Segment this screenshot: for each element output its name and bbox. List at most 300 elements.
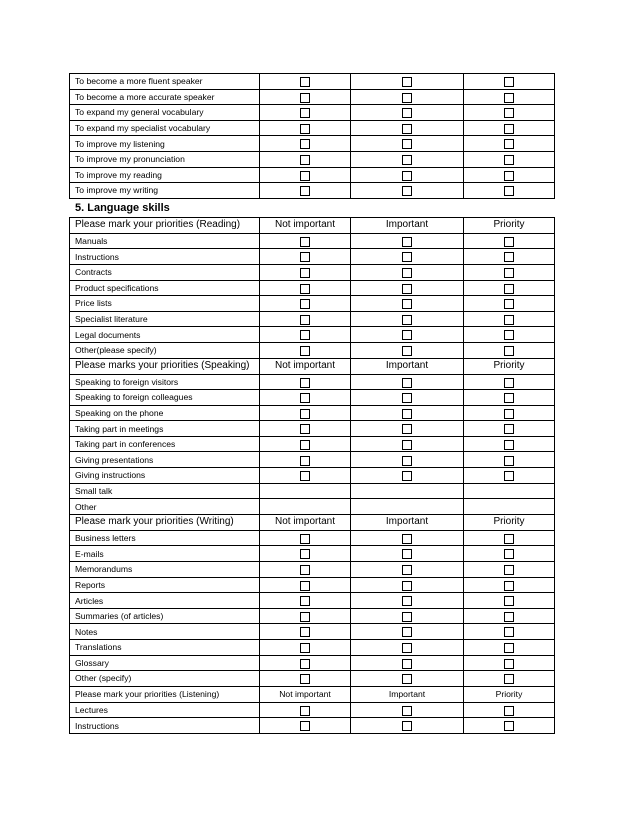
group-header: Please mark your priorities (Listening) — [70, 686, 260, 702]
important-checkbox[interactable] — [402, 155, 412, 165]
row-label: To improve my writing — [70, 183, 260, 199]
not-important-cell — [260, 702, 351, 718]
row-label: To expand my specialist vocabulary — [70, 120, 260, 136]
not-important-checkbox[interactable] — [300, 409, 310, 419]
important-cell — [351, 608, 464, 624]
not-important-checkbox[interactable] — [300, 268, 310, 278]
not-important-checkbox[interactable] — [300, 456, 310, 466]
not-important-cell — [260, 233, 351, 249]
row-label: Specialist literature — [70, 311, 260, 327]
row-label: Product specifications — [70, 280, 260, 296]
important-checkbox[interactable] — [402, 424, 412, 434]
important-checkbox[interactable] — [402, 706, 412, 716]
important-cell — [351, 452, 464, 468]
priority-cell — [464, 264, 555, 280]
not-important-cell — [260, 327, 351, 343]
table-row — [70, 342, 555, 358]
important-cell — [351, 624, 464, 640]
priority-cell — [464, 74, 555, 90]
table-row — [70, 296, 555, 312]
not-important-cell — [260, 546, 351, 562]
table-row — [70, 311, 555, 327]
priority-cell — [464, 120, 555, 136]
not-important-cell — [260, 374, 351, 390]
column-header-not-important: Not important — [260, 514, 351, 530]
row-label: Notes — [70, 624, 260, 640]
priority-checkbox[interactable] — [504, 534, 514, 544]
important-checkbox[interactable] — [402, 440, 412, 450]
priority-cell — [464, 327, 555, 343]
row-label: Business letters — [70, 530, 260, 546]
priority-cell — [464, 311, 555, 327]
table-row — [70, 421, 555, 437]
important-cell — [351, 577, 464, 593]
not-important-checkbox[interactable] — [300, 424, 310, 434]
row-label: Lectures — [70, 702, 260, 718]
priority-checkbox[interactable] — [504, 440, 514, 450]
table-row — [70, 280, 555, 296]
important-cell — [351, 327, 464, 343]
important-checkbox[interactable] — [402, 565, 412, 575]
priority-checkbox[interactable] — [504, 643, 514, 653]
not-important-cell — [260, 390, 351, 406]
priority-checkbox[interactable] — [504, 155, 514, 165]
important-cell — [351, 655, 464, 671]
not-important-cell — [260, 593, 351, 609]
priority-cell — [464, 562, 555, 578]
important-checkbox[interactable] — [402, 643, 412, 653]
group-header-row — [70, 514, 555, 530]
table-row — [70, 655, 555, 671]
not-important-cell — [260, 183, 351, 199]
goals-table — [69, 73, 555, 199]
priority-cell — [464, 718, 555, 734]
table-row — [70, 74, 555, 90]
important-checkbox[interactable] — [402, 252, 412, 262]
row-label: Contracts — [70, 264, 260, 280]
priority-checkbox[interactable] — [504, 627, 514, 637]
row-label: E-mails — [70, 546, 260, 562]
empty-cell[interactable] — [260, 499, 351, 515]
row-label: Reports — [70, 577, 260, 593]
column-header-not-important: Not important — [260, 686, 351, 702]
not-important-checkbox[interactable] — [300, 393, 310, 403]
important-checkbox[interactable] — [402, 124, 412, 134]
important-cell — [351, 546, 464, 562]
table-row — [70, 624, 555, 640]
language-skills-table — [69, 217, 555, 734]
priority-checkbox[interactable] — [504, 346, 514, 356]
priority-checkbox[interactable] — [504, 315, 514, 325]
priority-cell — [464, 530, 555, 546]
priority-checkbox[interactable] — [504, 706, 514, 716]
important-checkbox[interactable] — [402, 581, 412, 591]
priority-checkbox[interactable] — [504, 456, 514, 466]
not-important-checkbox[interactable] — [300, 237, 310, 247]
table-row — [70, 249, 555, 265]
table-row — [70, 327, 555, 343]
priority-cell — [464, 390, 555, 406]
row-label: Other — [70, 499, 260, 515]
not-important-cell — [260, 264, 351, 280]
not-important-cell — [260, 167, 351, 183]
table-row — [70, 374, 555, 390]
important-checkbox[interactable] — [402, 77, 412, 87]
not-important-checkbox[interactable] — [300, 108, 310, 118]
column-header-not-important: Not important — [260, 217, 351, 233]
priority-cell — [464, 671, 555, 687]
not-important-checkbox[interactable] — [300, 186, 310, 196]
priority-cell — [464, 421, 555, 437]
important-checkbox[interactable] — [402, 171, 412, 181]
priority-checkbox[interactable] — [504, 674, 514, 684]
important-checkbox[interactable] — [402, 674, 412, 684]
not-important-checkbox[interactable] — [300, 299, 310, 309]
empty-cell[interactable] — [464, 483, 555, 499]
not-important-cell — [260, 151, 351, 167]
important-cell — [351, 136, 464, 152]
column-header-important: Important — [351, 686, 464, 702]
not-important-checkbox[interactable] — [300, 440, 310, 450]
important-cell — [351, 105, 464, 121]
not-important-cell — [260, 562, 351, 578]
important-cell — [351, 390, 464, 406]
important-cell — [351, 671, 464, 687]
group-header: Please mark your priorities (Writing) — [70, 514, 260, 530]
priority-checkbox[interactable] — [504, 268, 514, 278]
priority-cell — [464, 593, 555, 609]
important-cell — [351, 342, 464, 358]
row-label: Summaries (of articles) — [70, 608, 260, 624]
important-cell — [351, 167, 464, 183]
important-checkbox[interactable] — [402, 139, 412, 149]
not-important-cell — [260, 136, 351, 152]
not-important-cell — [260, 624, 351, 640]
table-row — [70, 89, 555, 105]
row-label: Instructions — [70, 718, 260, 734]
important-cell — [351, 718, 464, 734]
table-row — [70, 264, 555, 280]
priority-checkbox[interactable] — [504, 330, 514, 340]
priority-checkbox[interactable] — [504, 124, 514, 134]
not-important-checkbox[interactable] — [300, 284, 310, 294]
priority-checkbox[interactable] — [504, 299, 514, 309]
important-checkbox[interactable] — [402, 409, 412, 419]
group-header: Please marks your priorities (Speaking) — [70, 358, 260, 374]
column-header-not-important: Not important — [260, 358, 351, 374]
priority-checkbox[interactable] — [504, 424, 514, 434]
important-checkbox[interactable] — [402, 330, 412, 340]
priority-cell — [464, 183, 555, 199]
not-important-cell — [260, 342, 351, 358]
priority-checkbox[interactable] — [504, 409, 514, 419]
not-important-cell — [260, 311, 351, 327]
not-important-cell — [260, 296, 351, 312]
not-important-cell — [260, 120, 351, 136]
priority-checkbox[interactable] — [504, 565, 514, 575]
group-header: Please mark your priorities (Reading) — [70, 217, 260, 233]
not-important-cell — [260, 468, 351, 484]
priority-cell — [464, 655, 555, 671]
row-label: Manuals — [70, 233, 260, 249]
not-important-checkbox[interactable] — [300, 77, 310, 87]
important-cell — [351, 74, 464, 90]
important-checkbox[interactable] — [402, 534, 412, 544]
column-header-important: Important — [351, 217, 464, 233]
priority-cell — [464, 89, 555, 105]
row-label: Articles — [70, 593, 260, 609]
row-label: Memorandums — [70, 562, 260, 578]
important-cell — [351, 151, 464, 167]
priority-checkbox[interactable] — [504, 108, 514, 118]
important-cell — [351, 296, 464, 312]
table-row — [70, 718, 555, 734]
priority-cell — [464, 608, 555, 624]
priority-cell — [464, 468, 555, 484]
not-important-checkbox[interactable] — [300, 471, 310, 481]
row-label: To become a more fluent speaker — [70, 74, 260, 90]
table-row — [70, 151, 555, 167]
not-important-cell — [260, 421, 351, 437]
table-row — [70, 593, 555, 609]
table-row — [70, 671, 555, 687]
not-important-cell — [260, 718, 351, 734]
important-checkbox[interactable] — [402, 627, 412, 637]
priority-cell — [464, 640, 555, 656]
table-row — [70, 167, 555, 183]
table-row — [70, 436, 555, 452]
row-label: Small talk — [70, 483, 260, 499]
priority-cell — [464, 405, 555, 421]
row-label: Legal documents — [70, 327, 260, 343]
important-cell — [351, 249, 464, 265]
not-important-cell — [260, 280, 351, 296]
priority-cell — [464, 436, 555, 452]
important-cell — [351, 562, 464, 578]
row-label: Translations — [70, 640, 260, 656]
priority-checkbox[interactable] — [504, 186, 514, 196]
not-important-checkbox[interactable] — [300, 721, 310, 731]
column-header-priority: Priority — [464, 217, 555, 233]
not-important-checkbox[interactable] — [300, 315, 310, 325]
not-important-checkbox[interactable] — [300, 346, 310, 356]
important-checkbox[interactable] — [402, 456, 412, 466]
important-cell — [351, 264, 464, 280]
priority-checkbox[interactable] — [504, 284, 514, 294]
not-important-cell — [260, 405, 351, 421]
table-row — [70, 405, 555, 421]
row-label: Other(please specify) — [70, 342, 260, 358]
row-label: Taking part in conferences — [70, 436, 260, 452]
table-row — [70, 183, 555, 199]
important-cell — [351, 468, 464, 484]
table-row — [70, 702, 555, 718]
column-header-priority: Priority — [464, 358, 555, 374]
important-checkbox[interactable] — [402, 237, 412, 247]
not-important-cell — [260, 105, 351, 121]
priority-cell — [464, 136, 555, 152]
row-label: Speaking to foreign visitors — [70, 374, 260, 390]
not-important-checkbox[interactable] — [300, 706, 310, 716]
priority-cell — [464, 624, 555, 640]
not-important-checkbox[interactable] — [300, 171, 310, 181]
not-important-checkbox[interactable] — [300, 659, 310, 669]
row-label: Giving instructions — [70, 468, 260, 484]
row-label: To improve my reading — [70, 167, 260, 183]
group-header-row — [70, 358, 555, 374]
priority-checkbox[interactable] — [504, 237, 514, 247]
important-checkbox[interactable] — [402, 186, 412, 196]
not-important-checkbox[interactable] — [300, 155, 310, 165]
not-important-checkbox[interactable] — [300, 627, 310, 637]
row-label: Instructions — [70, 249, 260, 265]
not-important-cell — [260, 655, 351, 671]
column-header-priority: Priority — [464, 686, 555, 702]
not-important-cell — [260, 608, 351, 624]
section-title: 5. Language skills — [75, 201, 170, 214]
important-checkbox[interactable] — [402, 393, 412, 403]
priority-cell — [464, 151, 555, 167]
row-label: Other (specify) — [70, 671, 260, 687]
not-important-checkbox[interactable] — [300, 565, 310, 575]
not-important-cell — [260, 452, 351, 468]
important-cell — [351, 311, 464, 327]
not-important-checkbox[interactable] — [300, 252, 310, 262]
table-row — [70, 105, 555, 121]
priority-cell — [464, 374, 555, 390]
important-checkbox[interactable] — [402, 315, 412, 325]
table-row — [70, 468, 555, 484]
important-checkbox[interactable] — [402, 659, 412, 669]
row-label: Price lists — [70, 296, 260, 312]
row-label: Glossary — [70, 655, 260, 671]
table-row — [70, 452, 555, 468]
column-header-important: Important — [351, 358, 464, 374]
priority-cell — [464, 452, 555, 468]
priority-cell — [464, 342, 555, 358]
priority-checkbox[interactable] — [504, 252, 514, 262]
not-important-checkbox[interactable] — [300, 596, 310, 606]
important-cell — [351, 233, 464, 249]
row-label: To improve my listening — [70, 136, 260, 152]
not-important-cell — [260, 249, 351, 265]
not-important-checkbox[interactable] — [300, 581, 310, 591]
table-row — [70, 233, 555, 249]
priority-checkbox[interactable] — [504, 659, 514, 669]
table-row — [70, 483, 555, 499]
group-header-row — [70, 217, 555, 233]
row-label: Speaking on the phone — [70, 405, 260, 421]
not-important-cell — [260, 89, 351, 105]
priority-checkbox[interactable] — [504, 171, 514, 181]
not-important-checkbox[interactable] — [300, 534, 310, 544]
important-checkbox[interactable] — [402, 108, 412, 118]
empty-cell[interactable] — [464, 499, 555, 515]
table-row — [70, 640, 555, 656]
priority-checkbox[interactable] — [504, 612, 514, 622]
table-row — [70, 390, 555, 406]
priority-checkbox[interactable] — [504, 581, 514, 591]
not-important-checkbox[interactable] — [300, 124, 310, 134]
important-cell — [351, 374, 464, 390]
table-row — [70, 577, 555, 593]
questionnaire-page — [69, 73, 554, 734]
empty-cell[interactable] — [351, 499, 464, 515]
column-header-priority: Priority — [464, 514, 555, 530]
table-row — [70, 608, 555, 624]
not-important-cell — [260, 640, 351, 656]
not-important-checkbox[interactable] — [300, 674, 310, 684]
important-checkbox[interactable] — [402, 268, 412, 278]
important-cell — [351, 183, 464, 199]
not-important-cell — [260, 577, 351, 593]
priority-cell — [464, 296, 555, 312]
important-checkbox[interactable] — [402, 284, 412, 294]
empty-cell[interactable] — [351, 483, 464, 499]
column-header-important: Important — [351, 514, 464, 530]
important-cell — [351, 89, 464, 105]
important-checkbox[interactable] — [402, 299, 412, 309]
important-checkbox[interactable] — [402, 93, 412, 103]
not-important-checkbox[interactable] — [300, 139, 310, 149]
priority-checkbox[interactable] — [504, 596, 514, 606]
priority-checkbox[interactable] — [504, 471, 514, 481]
not-important-checkbox[interactable] — [300, 643, 310, 653]
row-label: Giving presentations — [70, 452, 260, 468]
priority-checkbox[interactable] — [504, 93, 514, 103]
not-important-checkbox[interactable] — [300, 378, 310, 388]
priority-checkbox[interactable] — [504, 77, 514, 87]
important-cell — [351, 593, 464, 609]
priority-cell — [464, 167, 555, 183]
not-important-cell — [260, 671, 351, 687]
important-checkbox[interactable] — [402, 378, 412, 388]
important-checkbox[interactable] — [402, 471, 412, 481]
important-cell — [351, 702, 464, 718]
important-checkbox[interactable] — [402, 549, 412, 559]
important-checkbox[interactable] — [402, 346, 412, 356]
important-cell — [351, 421, 464, 437]
not-important-checkbox[interactable] — [300, 549, 310, 559]
important-checkbox[interactable] — [402, 596, 412, 606]
row-label: To expand my general vocabulary — [70, 105, 260, 121]
group-header-row — [70, 686, 555, 702]
table-row — [70, 499, 555, 515]
important-cell — [351, 280, 464, 296]
priority-checkbox[interactable] — [504, 393, 514, 403]
important-cell — [351, 640, 464, 656]
not-important-cell — [260, 436, 351, 452]
important-cell — [351, 120, 464, 136]
important-checkbox[interactable] — [402, 612, 412, 622]
not-important-checkbox[interactable] — [300, 93, 310, 103]
important-cell — [351, 436, 464, 452]
priority-checkbox[interactable] — [504, 378, 514, 388]
not-important-cell — [260, 74, 351, 90]
table-row — [70, 546, 555, 562]
important-checkbox[interactable] — [402, 721, 412, 731]
table-row — [70, 120, 555, 136]
table-row — [70, 530, 555, 546]
priority-checkbox[interactable] — [504, 549, 514, 559]
not-important-checkbox[interactable] — [300, 330, 310, 340]
empty-cell[interactable] — [260, 483, 351, 499]
priority-checkbox[interactable] — [504, 139, 514, 149]
not-important-checkbox[interactable] — [300, 612, 310, 622]
table-row — [70, 562, 555, 578]
priority-cell — [464, 105, 555, 121]
priority-checkbox[interactable] — [504, 721, 514, 731]
